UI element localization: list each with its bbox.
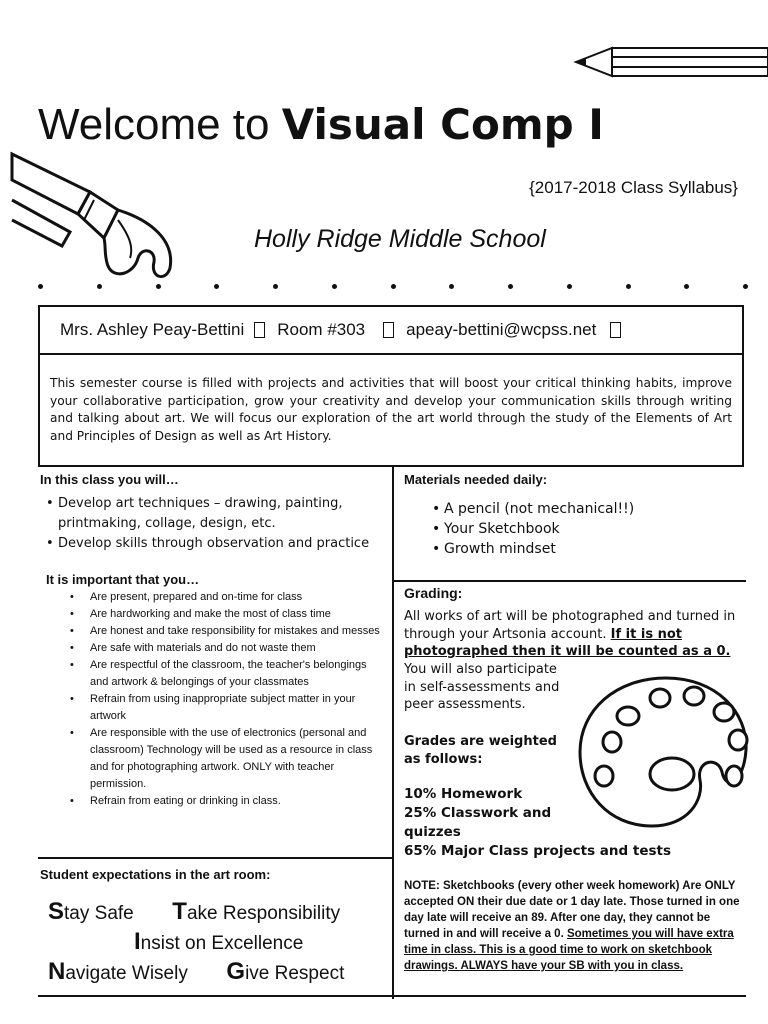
list-item: • Are respectful of the classroom, the teacher's belongings and artwork & belongings of your classmates <box>38 657 386 691</box>
assessment-text: You will also participate in self-assessments and peer assessments. <box>404 662 560 712</box>
dot <box>743 284 748 289</box>
grading-intro <box>404 608 746 661</box>
in-class-title: In this class you will… <box>40 472 179 487</box>
dot <box>97 284 102 289</box>
materials-title: Materials needed daily: <box>404 472 548 487</box>
list-item: • Develop art techniques – drawing, painting, printmaking, collage, design, etc. <box>42 494 377 534</box>
dot <box>332 284 337 289</box>
motto-initial: S <box>48 898 65 925</box>
motto-line-2 <box>134 928 303 956</box>
motto-line-1 <box>48 898 340 926</box>
separator-icon <box>383 322 394 338</box>
course-description: This semester course is filled with projects and activities that will boost your critical thinking habits, improve your collaborative participation, grow your creativity and develop your communication skills through writing and talking about art. We will focus our exploration of the art world through the study of the Elements of Art and Principles of Design as well as Art History. <box>50 376 732 443</box>
dot <box>38 284 43 289</box>
motto-initial: G <box>226 958 246 985</box>
weight-projects: 65% Major Class projects and tests <box>404 843 672 859</box>
grading-warning: If it is not photographed then it will be counted as a 0. <box>404 626 731 659</box>
list-item: • Growth mindset <box>404 539 744 559</box>
list-item: • Refrain from using inappropriate subject matter in your artwork <box>38 691 386 725</box>
separator-icon <box>254 322 265 338</box>
column-divider <box>392 467 394 999</box>
room-number: Room #303 <box>277 320 366 339</box>
list-item: • Your Sketchbook <box>404 519 744 539</box>
weighted-label: Grades are weighted as follows: <box>404 734 557 767</box>
section-divider <box>394 580 746 582</box>
list-item: • Are honest and take responsibility for mistakes and messes <box>38 623 386 640</box>
list-item: • Are hardworking and make the most of class time <box>38 606 386 623</box>
dot <box>391 284 396 289</box>
motto-initial: I <box>134 928 141 955</box>
materials-list <box>404 499 744 559</box>
list-item: • Are safe with materials and do not waste them <box>38 640 386 657</box>
note-underlined: Sometimes you will have extra time in class. This is a good time to work on sketchbook drawings. ALWAYS have your SB with you in class. <box>404 928 734 972</box>
sketchbook-note <box>404 878 742 974</box>
dot <box>508 284 513 289</box>
important-title: It is important that you… <box>46 572 200 587</box>
motto-word: tay Safe <box>64 903 134 924</box>
motto-word: nsist on Excellence <box>140 933 304 954</box>
weight-homework: 10% Homework <box>404 786 523 802</box>
contact-line <box>40 307 742 355</box>
motto-word: ive Respect <box>245 963 345 984</box>
grading-text: All works of art will be photographed and turned in through your Artsonia account. <box>404 609 736 642</box>
school-name: Holly Ridge Middle School <box>254 225 546 253</box>
list-item: • Develop skills through observation and practice <box>42 534 377 554</box>
motto-word: ake Responsibility <box>186 903 341 924</box>
motto-line-3 <box>48 958 344 986</box>
dot <box>626 284 631 289</box>
syllabus-year: {2017-2018 Class Syllabus} <box>529 178 738 197</box>
list-item: • A pencil (not mechanical!!) <box>404 499 744 519</box>
note-text: NOTE: Sketchbooks (every other week homework) Are ONLY accepted ON their due date or 1 day late. Those turned in one day late will receive an 89. After one day, they cannot be turned in and will receive a 0. <box>404 880 740 940</box>
title-prefix: Welcome to <box>38 100 282 149</box>
important-list <box>38 589 386 810</box>
title-course-name: Visual Comp I <box>281 100 604 149</box>
motto-initial: N <box>48 958 66 985</box>
dot <box>214 284 219 289</box>
dot <box>684 284 689 289</box>
dot <box>156 284 161 289</box>
grading-title: Grading: <box>404 585 463 601</box>
dot <box>273 284 278 289</box>
pencil-illustration <box>572 42 768 86</box>
dots-divider <box>38 284 748 296</box>
list-item: • Refrain from eating or drinking in class. <box>38 793 386 810</box>
dot <box>449 284 454 289</box>
list-item: • Are responsible with the use of electronics (personal and classroom) Technology will be used as a resource in class and for photographing artwork. ONLY with teacher permission. <box>38 725 386 793</box>
expectations-title: Student expectations in the art room: <box>40 867 271 882</box>
list-item: • Are present, prepared and on-time for class <box>38 589 386 606</box>
grade-weights <box>404 785 674 861</box>
paintbrush-illustration <box>10 150 180 285</box>
weight-classwork: 25% Classwork and quizzes <box>404 805 552 840</box>
in-class-list <box>42 494 377 554</box>
page-title <box>38 100 604 150</box>
motto-initial: T <box>172 898 187 925</box>
separator-icon <box>610 322 621 338</box>
contact-box <box>38 305 744 467</box>
dot <box>567 284 572 289</box>
teacher-name: Mrs. Ashley Peay-Bettini <box>60 320 245 339</box>
bottom-rule <box>38 995 746 997</box>
section-divider <box>38 857 392 859</box>
motto-word: avigate Wisely <box>65 963 188 984</box>
teacher-email[interactable]: apeay-bettini@wcpss.net <box>406 320 597 339</box>
